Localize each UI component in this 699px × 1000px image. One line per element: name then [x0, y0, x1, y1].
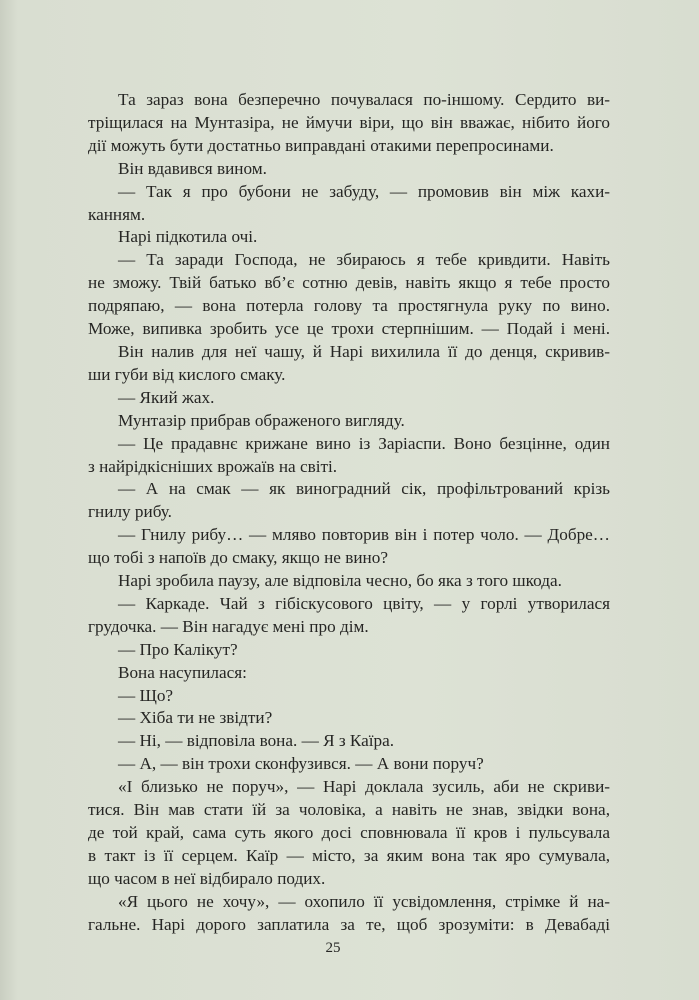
text-line: «Я цього не хочу», — охопило її усвідомлення, стрімке й на-: [118, 891, 610, 911]
text-line: Вона насупилася:: [118, 662, 247, 682]
text-line: — А на смак — як виноградний сік, профільтрований крізь: [118, 479, 610, 499]
text-line: — Про Калікут?: [118, 639, 238, 659]
text-line: — Ні, — відповіла вона. — Я з Каїра.: [118, 731, 395, 751]
text-line: в такт із її серцем. Каїр — місто, за яким вона так яро сумувала,: [88, 845, 610, 865]
text-line: — Гнилу рибу… — мляво повторив він і потер чоло. — Добре…: [118, 525, 610, 545]
text-line: канням.: [88, 204, 146, 224]
text-line: — Та заради Господа, не збираюсь я тебе кривдити. Навіть: [118, 250, 610, 270]
text-line: з найрідкісніших врожаїв на світі.: [88, 456, 338, 476]
text-line: тріщилася на Мунтазіра, не ймучи віри, що він вважає, нібито його: [88, 112, 610, 132]
text-line: Нарі зробила паузу, але відповіла чесно, бо яка з того шкода.: [118, 571, 562, 591]
text-line: що тобі з напоїв до смаку, якщо не вино?: [88, 548, 388, 568]
text-line: що часом в неї відбирало подих.: [88, 868, 326, 888]
text-line: де той край, сама суть якого досі сповнювала її кров і пульсувала: [88, 823, 610, 842]
text-line: «І близько не поруч», — Нарі доклала зусиль, аби не скриви-: [118, 777, 610, 797]
text-line: тися. Він мав стати їй за чоловіка, а навіть не знав, звідки вона,: [88, 800, 610, 820]
text-line: — А, — він трохи сконфузився. — А вони поруч?: [118, 754, 484, 774]
text-line: гальне. Нарі дорого заплатила за те, щоб зрозуміти: в Девабаді: [88, 914, 610, 934]
text-line: грудочка. — Він нагадує мені про дім.: [88, 616, 369, 636]
page-number: 25: [325, 940, 341, 956]
text-line: ши губи від кислого смаку.: [88, 364, 286, 384]
text-line: — Це прадавнє крижане вино із Заріаспи. Воно безцінне, один: [118, 433, 610, 453]
text-line: — Хіба ти не звідти?: [118, 708, 273, 728]
text-line: — Так я про бубони не забуду, — промовив він між кахи-: [118, 181, 610, 201]
text-line: Може, випивка зробить усе це трохи стерпнішим. — Подай і мені.: [88, 319, 610, 339]
text-line: не зможу. Твій батько вб’є сотню девів, навіть якщо я тебе просто: [88, 273, 610, 293]
text-line: — Що?: [118, 685, 174, 705]
text-line: Нарі підкотила очі.: [118, 227, 258, 247]
text-line: Він налив для неї чашу, й Нарі вихилила її до денця, скривив-: [118, 341, 610, 361]
text-line: — Який жах.: [118, 387, 215, 407]
text-line: дії можуть бути достатньо виправдані отакими перепросинами.: [88, 135, 554, 155]
text-line: Він вдавився вином.: [118, 158, 267, 178]
text-line: подряпаю, — вона потерла голову та простягнула руку по вино.: [88, 296, 610, 316]
text-line: — Каркаде. Чай з гібіскусового цвіту, — у горлі утворилася: [118, 593, 610, 613]
body-text: [88, 89, 610, 937]
text-line: Та зараз вона безперечно почувалася по-іншому. Сердито ви-: [118, 90, 610, 109]
text-line: Мунтазір прибрав ображеного вигляду.: [118, 410, 405, 430]
text-line: гнилу рибу.: [88, 502, 172, 522]
